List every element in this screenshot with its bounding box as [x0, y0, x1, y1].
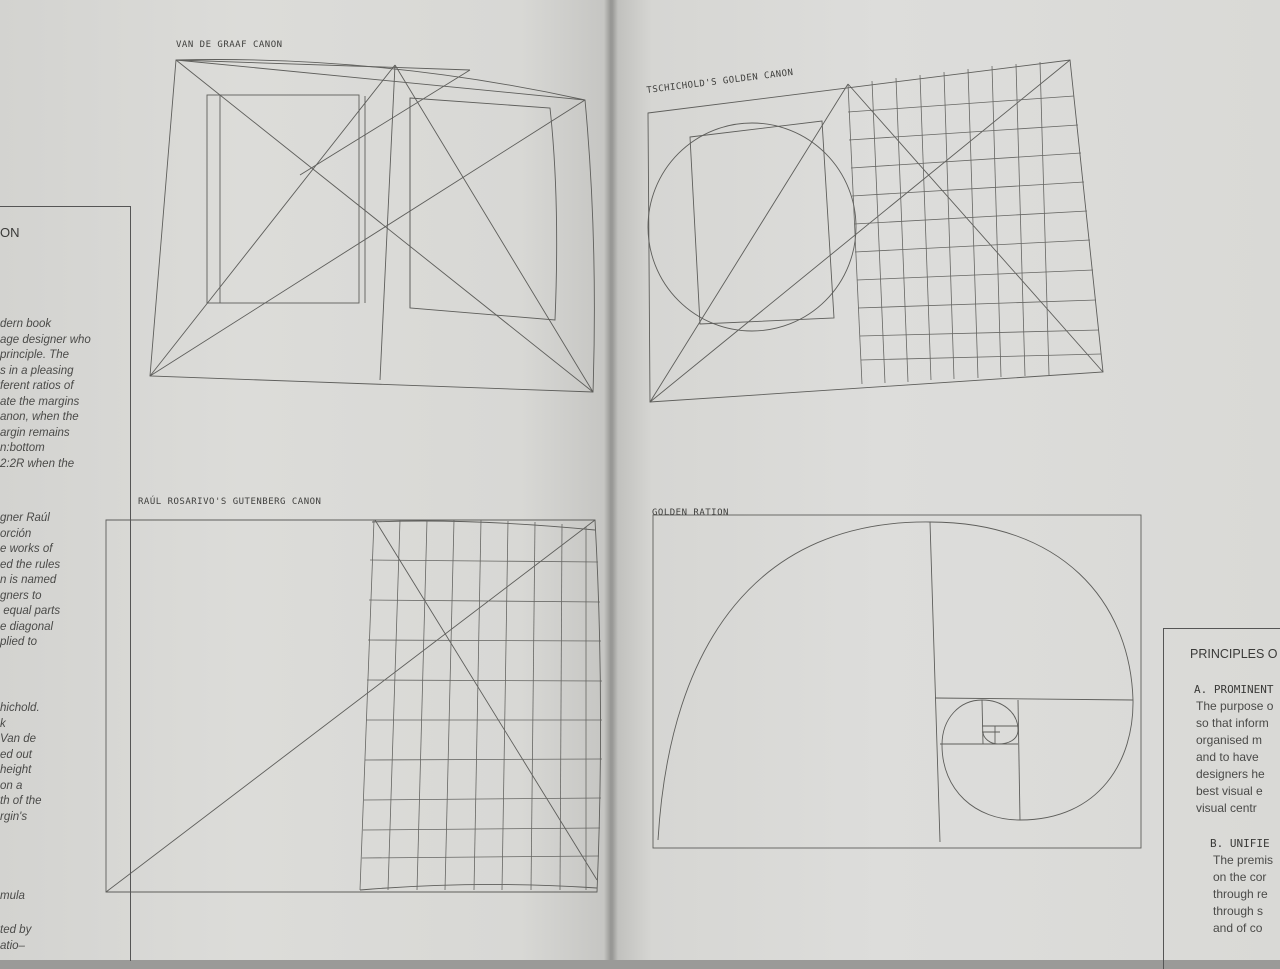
golden-ratio-label: GOLDEN RATION — [652, 508, 729, 518]
golden-ratio-diagram — [653, 515, 1141, 848]
van-de-graaf-label: VAN DE GRAAF CANON — [176, 40, 283, 50]
section-b-body: The premis on the cor through re through s and of co — [1213, 853, 1274, 935]
principles-box — [1163, 628, 1280, 969]
tschichold-label: TSCHICHOLD'S GOLDEN CANON — [646, 67, 795, 96]
sidebar-paragraph-1: dern book age designer who principle. The s in a pleasing ferent ratios of ate the margins anon, when the argin remains n:bottom 2:2R when the — [0, 318, 91, 470]
principles-title: PRINCIPLES O — [1190, 647, 1278, 661]
section-a-body: The purpose o so that inform organised m and to have designers he best visual e visual centr — [1196, 699, 1274, 815]
van-de-graaf-diagram — [150, 60, 594, 393]
sidebar-paragraph-3: hichold. k Van de ed out height on a th of the rgin's — [0, 702, 42, 823]
section-a-heading: A. PROMINENT — [1194, 683, 1274, 696]
book-spine — [604, 0, 618, 960]
sidebar-paragraph-4: mula — [0, 890, 25, 902]
rosarivo-label: RAÚL ROSARIVO'S GUTENBERG CANON — [138, 497, 322, 507]
sidebar-paragraph-5: ted by atio– — [0, 924, 32, 952]
left-sidebar-box — [0, 206, 131, 961]
sidebar-paragraph-2: gner Raúl orción e works of ed the rules n is named gners to equal parts e diagonal plied to — [0, 512, 61, 648]
sidebar-title: ON — [0, 225, 20, 240]
rosarivo-diagram — [106, 520, 602, 892]
tschichold-diagram — [648, 60, 1103, 402]
section-b-heading: B. UNIFIE — [1210, 837, 1270, 850]
